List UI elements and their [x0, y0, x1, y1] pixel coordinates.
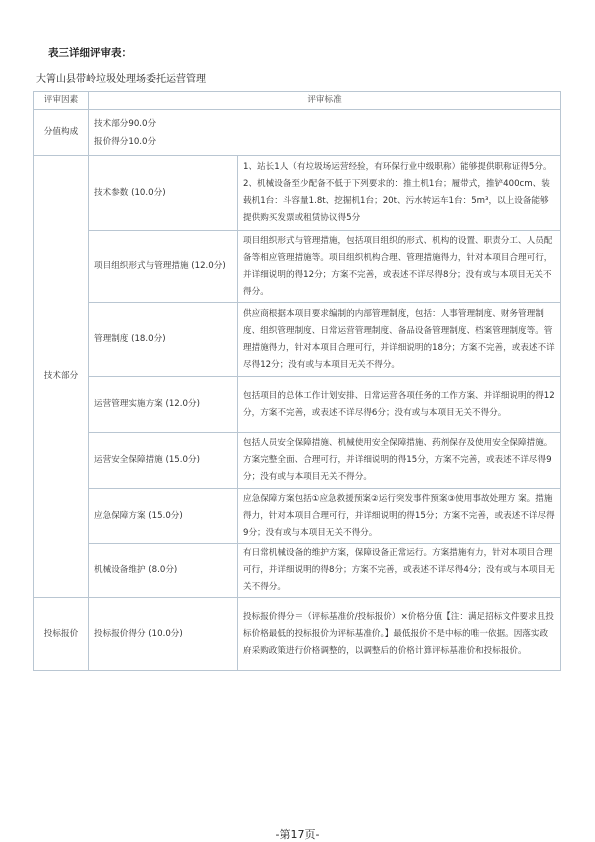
row-criteria: 投标报价得分＝（评标基准价/投标报价）×价格分值【注：满足招标文件要求且投标价格最低的投标报价为评标基准价。】最低报价不是中标的唯一依据。因落实政府采购政策进行价格调整的，以调整后的价格计算评标基准价和投标报价。	[238, 598, 561, 671]
technical-score-line: 技术部分90.0分	[94, 118, 157, 129]
row-criteria: 有日常机械设备的维护方案，保障设备正常运行。方案措施有力，针对本项目合理可行，并详细说明的得8分；方案不完善，或表述不详尽得4分；没有或与本项目无关不得分。	[238, 544, 561, 598]
project-title: 大箐山县带岭垃圾处理场委托运营管理	[36, 74, 206, 85]
score-composition-label: 分值构成	[34, 110, 89, 156]
row-item: 应急保障方案 (15.0分)	[89, 489, 238, 544]
table-row	[34, 433, 561, 489]
score-composition-values	[89, 110, 561, 156]
table-row	[34, 303, 561, 377]
score-composition-row	[34, 110, 561, 156]
table-row	[34, 231, 561, 303]
row-criteria: 应急保障方案包括①应急救援预案②运行突发事件预案③使用事故处理方 案。措施得力，针对本项目合理可行，并详细说明的得15分；方案不完善，或表述不详尽得9分；没有或与本项目无关不得分。	[238, 489, 561, 544]
row-criteria: 包括人员安全保障措施、机械使用安全保障措施、药剂保存及使用安全保障措施。方案完整全面、合理可行，并详细说明的得15分，方案不完善，或表述不详尽得9分；没有或与本项目无关不得分。	[238, 433, 561, 489]
bid-price-label: 投标报价	[34, 598, 89, 671]
row-item: 运营管理实施方案 (12.0分)	[89, 377, 238, 433]
technical-section-label: 技术部分	[34, 156, 89, 598]
row-item: 技术参数 (10.0分)	[89, 156, 238, 231]
evaluation-table	[33, 91, 561, 671]
row-item: 机械设备维护 (8.0分)	[89, 544, 238, 598]
table-header-row	[34, 92, 561, 110]
price-score-line: 报价得分10.0分	[94, 136, 157, 147]
row-criteria: 包括项目的总体工作计划安排、日常运营各项任务的工作方案、并详细说明的得12分，方案不完善，或表述不详尽得6分；没有或与本项目无关不得分。	[238, 377, 561, 433]
row-criteria: 项目组织形式与管理措施，包括项目组织的形式、机构的设置、职责分工、人员配备等相应管理措施等。项目组织机构合理、管理措施得力，针对本项目合理可行，并详细说明的得12分；方案不完善，或表述不详尽得8分；没有或与本项目无关不得分。	[238, 231, 561, 303]
table-row	[34, 156, 561, 231]
table-row	[34, 598, 561, 671]
header-factor: 评审因素	[34, 92, 89, 110]
table-row	[34, 489, 561, 544]
row-item: 管理制度 (18.0分)	[89, 303, 238, 377]
row-item: 运营安全保障措施 (15.0分)	[89, 433, 238, 489]
page-number: -第17页-	[275, 828, 320, 841]
section-heading: 表三详细评审表：	[48, 47, 132, 59]
row-item: 项目组织形式与管理措施 (12.0分)	[89, 231, 238, 303]
header-criteria: 评审标准	[89, 92, 561, 110]
row-criteria: 供应商根据本项目要求编制的内部管理制度，包括：人事管理制度、财务管理制度、组织管理制度、日常运营管理制度、备品设备管理制度、档案管理制度等。管理措施得力，针对本项目合理可行，并详细说明的18分；方案不完善，或表述不详尽得12分；没有或与本项目无关不得分。	[238, 303, 561, 377]
table-row	[34, 544, 561, 598]
row-criteria: 1、站长1人（有垃圾场运营经验，有环保行业中级职称）能够提供职称证得5分。 2、机械设备至少配备不低于下列要求的：推土机1台；履带式，推铲400cm、装载机1台：斗容量1.8t、挖掘机1台；20t、污水转运车1台：5m³，以上设备能够提供购买发票或租赁协议得5分	[238, 156, 561, 231]
row-item: 投标报价得分 (10.0分)	[89, 598, 238, 671]
table-row	[34, 377, 561, 433]
